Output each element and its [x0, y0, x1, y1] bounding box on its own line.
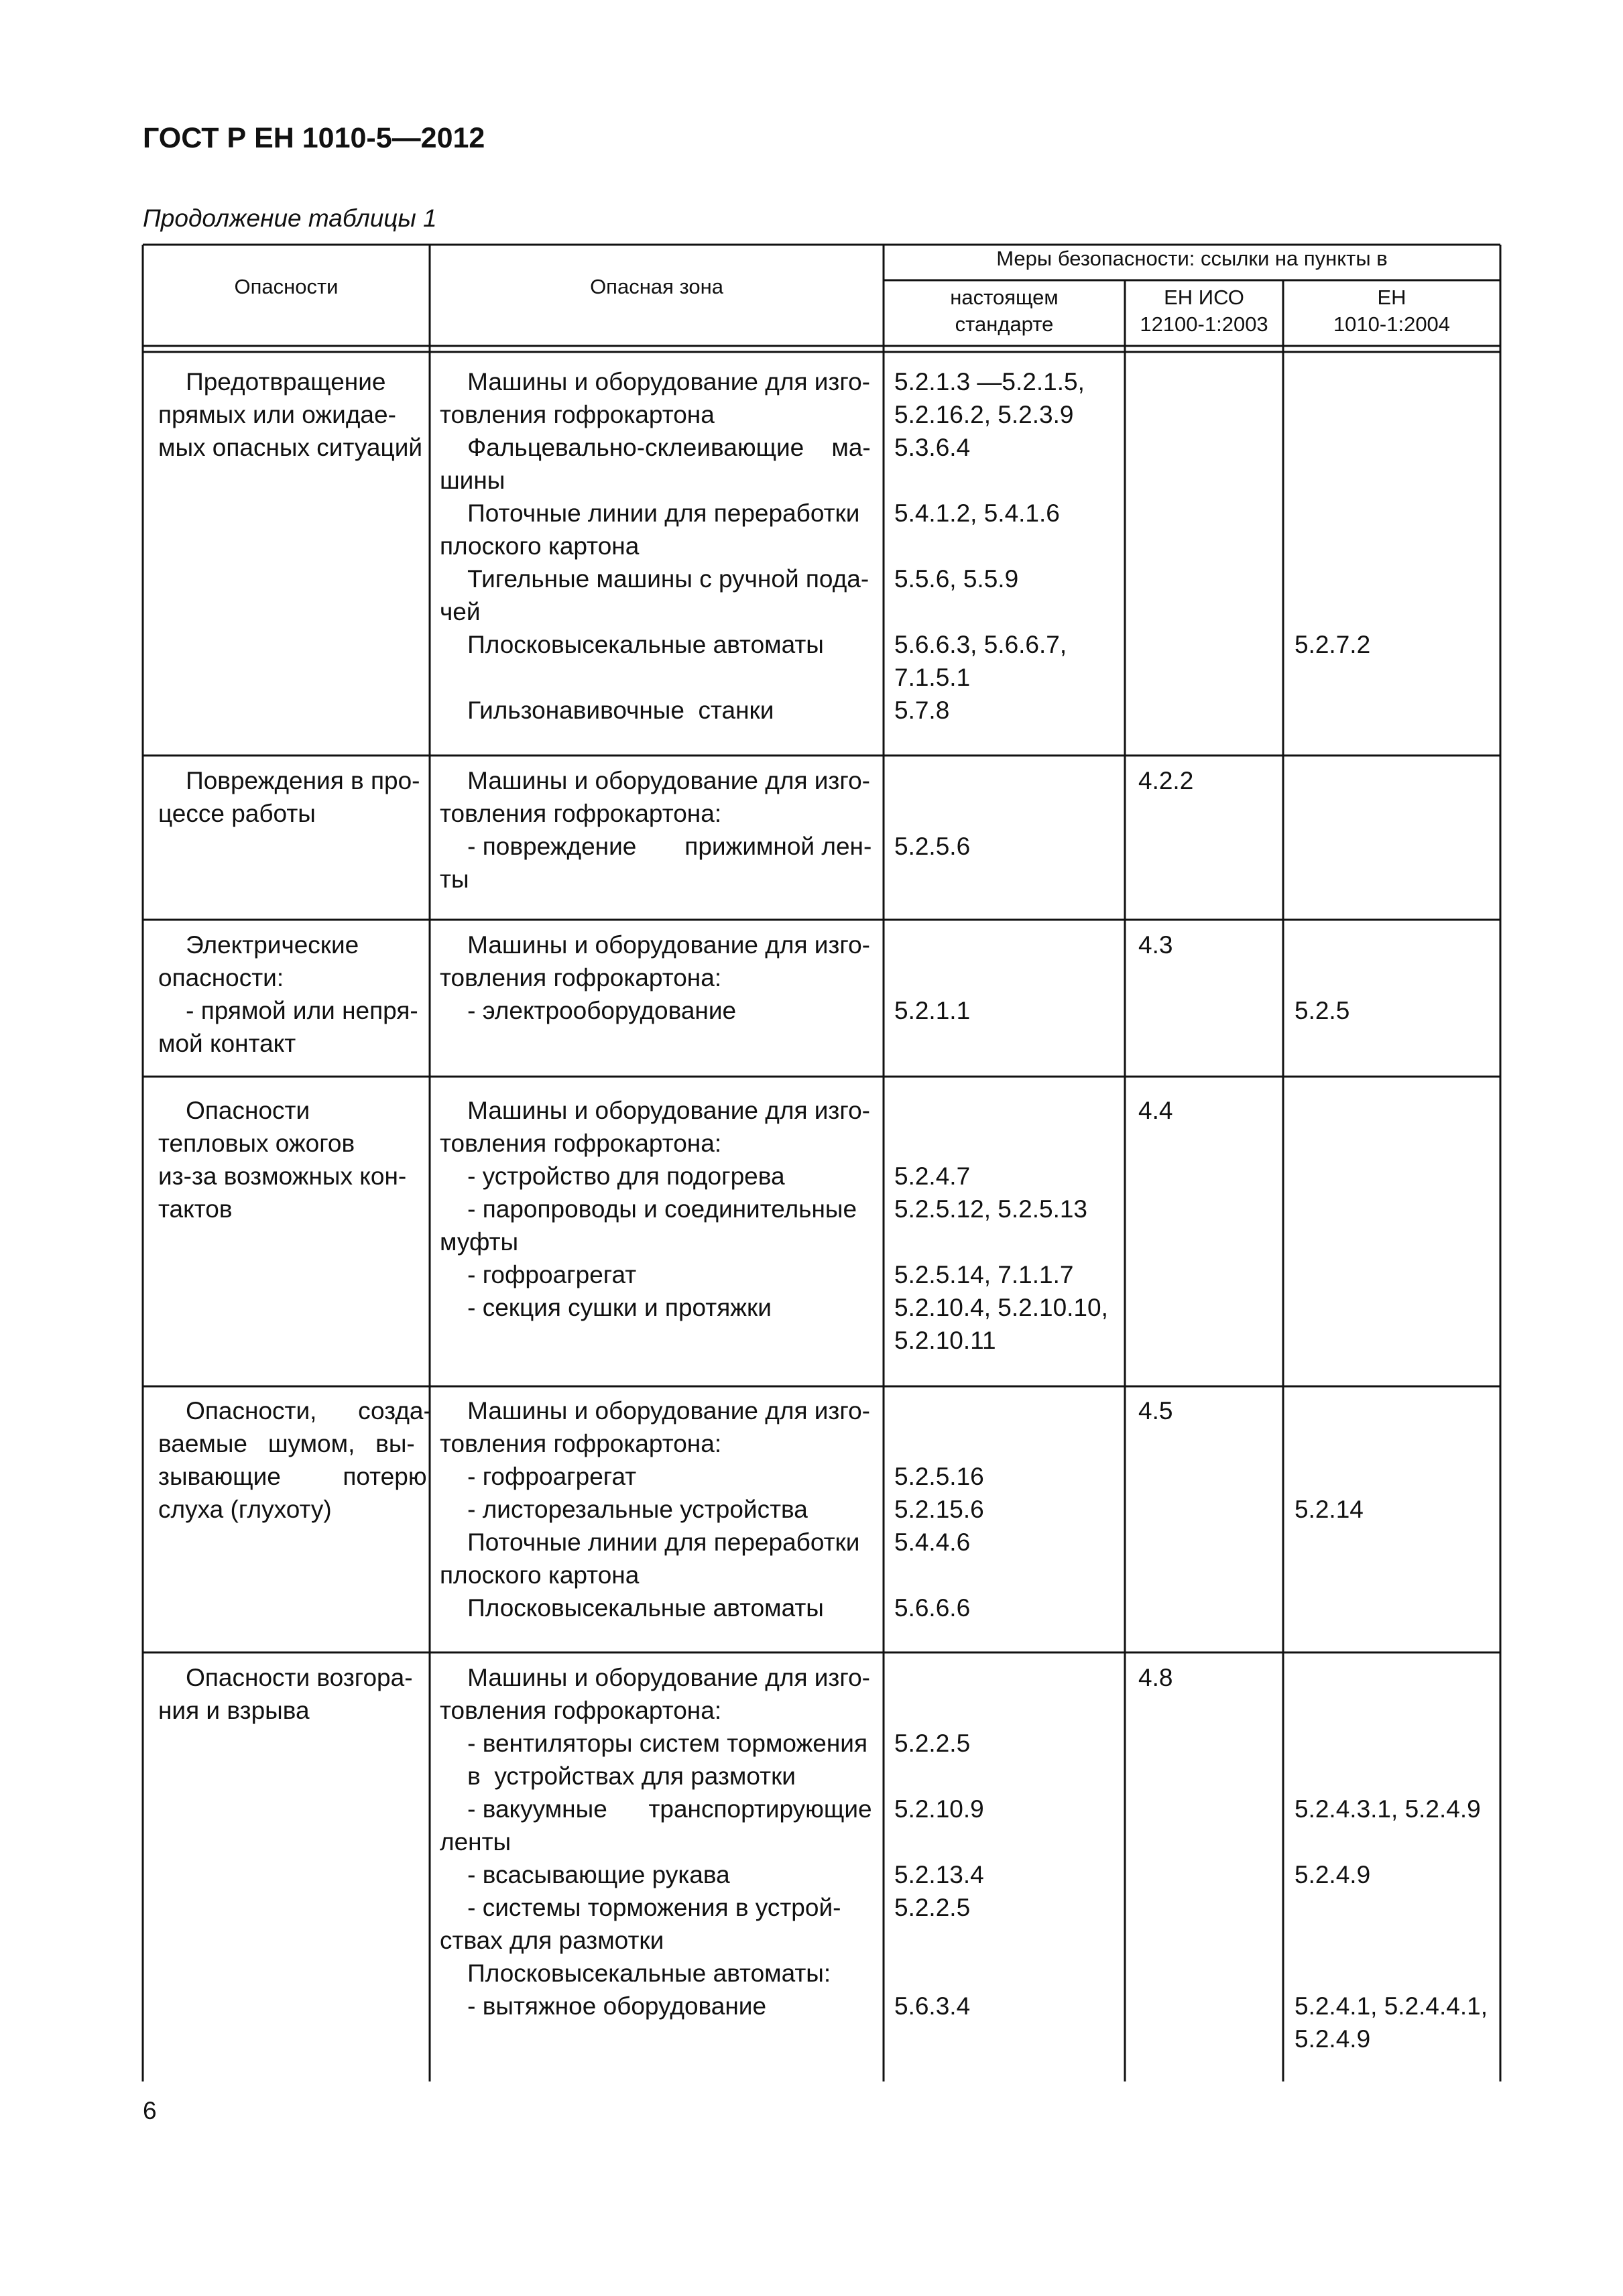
cell-line: 5.2.4.1, 5.2.4.4.1,	[1295, 1992, 1488, 2020]
cell-line: 5.2.4.3.1, 5.2.4.9	[1295, 1795, 1481, 1823]
cell-line: цессе работы	[158, 800, 316, 827]
cell-line: 5.2.10.9	[894, 1795, 984, 1823]
cell-line: товления гофрокартона:	[440, 964, 722, 991]
row-6-hazard	[158, 1661, 413, 1727]
cell-line: 4.3	[1138, 931, 1173, 959]
cell-line: - гофроагрегат	[440, 1463, 637, 1490]
table-caption: Продолжение таблицы 1	[143, 204, 437, 232]
cell-line: 5.4.1.2, 5.4.1.6	[894, 499, 1060, 527]
header-en-iso-line2: 12100-1:2003	[1140, 312, 1268, 336]
cell-line	[894, 595, 1085, 628]
cell-line: Машины и оборудование для изго-	[440, 931, 870, 959]
cell-line: мых опасных ситуаций	[158, 434, 423, 461]
cell-line: - паропроводы и соединительные	[440, 1195, 857, 1223]
cell-line: - вакуумные транспортирующие	[440, 1795, 872, 1823]
cell-line: Машины и оборудование для изго-	[440, 1397, 870, 1425]
cell-line: 5.3.6.4	[894, 434, 971, 461]
cell-line: 5.4.4.6	[894, 1528, 971, 1556]
cell-line: 5.2.13.4	[894, 1861, 984, 1888]
cell-line: мой контакт	[158, 1030, 296, 1057]
row-5-hazard	[158, 1394, 432, 1526]
row-4-hazard	[158, 1094, 406, 1225]
cell-line: тепловых ожогов	[158, 1130, 355, 1157]
cell-line: 5.2.16.2, 5.2.3.9	[894, 401, 1074, 428]
row-3-en-iso	[1138, 928, 1173, 961]
cell-line: товления гофрокартона:	[440, 1130, 722, 1157]
row-3-hazard	[158, 928, 418, 1060]
cell-line	[894, 1760, 984, 1793]
cell-line	[1295, 1924, 1488, 1957]
cell-line: 7.1.5.1	[894, 664, 971, 691]
cell-line: 5.2.2.5	[894, 1730, 971, 1757]
cell-line: ленты	[440, 1828, 512, 1856]
cell-line: - вентиляторы систем торможения	[440, 1730, 868, 1757]
header-en-line1: ЕН	[1377, 286, 1406, 309]
cell-line	[1295, 961, 1349, 994]
cell-line	[894, 1127, 1108, 1160]
cell-line: 4.8	[1138, 1664, 1173, 1691]
cell-line: Фальцевально-склеивающие ма-	[440, 434, 871, 461]
cell-line	[1295, 1427, 1364, 1460]
cell-line: 4.4	[1138, 1097, 1173, 1124]
cell-line: - повреждение прижимной лен-	[440, 833, 872, 860]
cell-line: Предотвращение	[158, 368, 386, 396]
cell-line: 5.7.8	[894, 697, 950, 724]
cell-line: товления гофрокартона:	[440, 800, 722, 827]
cell-line: 5.2.1.1	[894, 997, 971, 1024]
cell-line: слуха (глухоту)	[158, 1496, 332, 1523]
cell-line	[1295, 1891, 1488, 1924]
cell-line: Повреждения в про-	[158, 767, 420, 794]
cell-line	[1295, 562, 1370, 595]
cell-line: в устройствах для размотки	[440, 1762, 796, 1790]
row-3-this-standard	[894, 928, 970, 1027]
row-3-zone	[440, 928, 870, 1027]
cell-line: 5.2.4.9	[1295, 2025, 1371, 2053]
cell-line: 5.2.5	[1295, 997, 1350, 1024]
cell-line: - секция сушки и протяжки	[440, 1294, 772, 1321]
row-5-en-iso	[1138, 1394, 1173, 1427]
cell-line	[894, 1094, 1108, 1127]
cell-line: 5.2.5.16	[894, 1463, 984, 1490]
cell-line: Тигельные машины с ручной пода-	[440, 565, 869, 593]
cell-line	[894, 1694, 984, 1727]
cell-line: - вытяжное оборудование	[440, 1992, 767, 2020]
cell-line: Машины и оборудование для изго-	[440, 1097, 870, 1124]
cell-line	[894, 1225, 1108, 1258]
row-6-zone	[440, 1661, 872, 2022]
cell-line: Опасности возгора-	[158, 1664, 413, 1691]
cell-line: плоского картона	[440, 1561, 640, 1589]
row-1-this-standard	[894, 365, 1085, 727]
cell-line: Опасности	[158, 1097, 310, 1124]
cell-line	[894, 530, 1085, 562]
page-number: 6	[143, 2097, 157, 2124]
cell-line: 5.2.5.6	[894, 833, 971, 860]
row-4-this-standard	[894, 1094, 1108, 1357]
cell-line: 5.6.3.4	[894, 1992, 971, 2020]
row-6-en-iso	[1138, 1661, 1173, 1694]
row-2-en-iso	[1138, 764, 1193, 797]
cell-line	[1295, 431, 1370, 464]
cell-line: 5.5.6, 5.5.9	[894, 565, 1019, 593]
cell-line	[894, 1394, 984, 1427]
cell-line: - электрооборудование	[440, 997, 737, 1024]
cell-line	[1295, 464, 1370, 497]
cell-line	[894, 928, 970, 961]
cell-line	[894, 1825, 984, 1858]
cell-line	[1295, 497, 1370, 530]
cell-line: Опасности, созда-	[158, 1397, 432, 1425]
cell-line: из-за возможных кон-	[158, 1162, 407, 1190]
cell-line: 5.2.7.2	[1295, 631, 1371, 658]
cell-line: муфты	[440, 1228, 519, 1256]
cell-line	[1295, 1661, 1488, 1694]
cell-line	[894, 464, 1085, 497]
cell-line: 5.6.6.3, 5.6.6.7,	[894, 631, 1067, 658]
cell-line: Машины и оборудование для изго-	[440, 767, 870, 794]
cell-line: - листорезальные устройства	[440, 1496, 808, 1523]
cell-line: ния и взрыва	[158, 1697, 310, 1724]
cell-line	[1295, 1394, 1364, 1427]
cell-line	[1295, 398, 1370, 431]
cell-line	[894, 1559, 984, 1591]
cell-line: товления гофрокартона:	[440, 1697, 722, 1724]
cell-line: ваемые шумом, вы-	[158, 1430, 415, 1457]
cell-line: - прямой или непря-	[158, 997, 418, 1024]
cell-line	[1295, 1957, 1488, 1990]
cell-line	[894, 797, 970, 830]
cell-line: - гофроагрегат	[440, 1261, 637, 1288]
cell-line	[894, 961, 970, 994]
cell-line: товления гофрокартона:	[440, 1430, 722, 1457]
row-1-hazard	[158, 365, 422, 464]
cell-line	[1295, 1825, 1488, 1858]
cell-line: - устройство для подогрева	[440, 1162, 785, 1190]
cell-line	[894, 764, 970, 797]
row-5-zone	[440, 1394, 870, 1624]
row-6-this-standard	[894, 1661, 984, 2022]
cell-line: ты	[440, 865, 469, 893]
header-this-standard-line1: настоящем	[950, 286, 1059, 309]
cell-line: Поточные линии для переработки	[440, 1528, 860, 1556]
cell-line: Гильзонавивочные станки	[440, 697, 774, 724]
cell-line	[1295, 1694, 1488, 1727]
cell-line: 5.2.5.12, 5.2.5.13	[894, 1195, 1088, 1223]
cell-line: 5.2.2.5	[894, 1894, 971, 1921]
cell-line: опасности:	[158, 964, 284, 991]
cell-line: 5.2.4.7	[894, 1162, 971, 1190]
cell-line: - системы торможения в устрой-	[440, 1894, 841, 1921]
cell-line	[1295, 1727, 1488, 1760]
cell-line	[894, 1957, 984, 1990]
cell-line: плоского картона	[440, 532, 640, 560]
cell-line: 4.5	[1138, 1397, 1173, 1425]
row-1-en	[1295, 365, 1370, 661]
cell-line	[894, 1924, 984, 1957]
cell-line: 5.2.5.14, 7.1.1.7	[894, 1261, 1074, 1288]
cell-line: 5.2.14	[1295, 1496, 1364, 1523]
cell-line	[894, 1661, 984, 1694]
row-2-hazard	[158, 764, 420, 830]
cell-line: - всасывающие рукава	[440, 1861, 730, 1888]
cell-line: 5.2.1.3 —5.2.1.5,	[894, 368, 1085, 396]
row-4-zone	[440, 1094, 870, 1324]
cell-line: Машины и оборудование для изго-	[440, 1664, 870, 1691]
header-en-line2: 1010-1:2004	[1333, 312, 1451, 336]
cell-line	[1295, 1760, 1488, 1793]
cell-line: 4.2.2	[1138, 767, 1194, 794]
cell-line: тактов	[158, 1195, 233, 1223]
row-4-en-iso	[1138, 1094, 1173, 1127]
row-6-en	[1295, 1661, 1488, 2055]
header-en	[1283, 284, 1500, 338]
row-2-this-standard	[894, 764, 970, 863]
cell-line	[440, 661, 871, 694]
cell-line: Плосковысекальные автоматы:	[440, 1959, 831, 1987]
header-en-iso	[1125, 284, 1283, 338]
cell-line: Электрические	[158, 931, 359, 959]
cell-line: 5.2.15.6	[894, 1496, 984, 1523]
header-zone: Опасная зона	[590, 275, 723, 298]
cell-line: Машины и оборудование для изго-	[440, 368, 870, 396]
header-measures: Меры безопасности: ссылки на пункты в	[996, 247, 1388, 270]
row-2-zone	[440, 764, 871, 896]
document-title: ГОСТ Р ЕН 1010-5—2012	[143, 122, 485, 154]
cell-line: 5.6.6.6	[894, 1594, 971, 1622]
cell-line: прямых или ожидае-	[158, 401, 396, 428]
row-3-en	[1295, 928, 1349, 1027]
cell-line: 5.2.4.9	[1295, 1861, 1371, 1888]
cell-line: товления гофрокартона	[440, 401, 715, 428]
cell-line	[1295, 1460, 1364, 1493]
cell-line: ствах для размотки	[440, 1927, 664, 1954]
cell-line	[1295, 595, 1370, 628]
header-this-standard	[884, 284, 1125, 338]
header-en-iso-line1: ЕН ИСО	[1164, 286, 1244, 309]
cell-line: Плосковысекальные автоматы	[440, 1594, 824, 1622]
cell-line: чей	[440, 598, 481, 625]
row-5-this-standard	[894, 1394, 984, 1624]
cell-line	[1295, 530, 1370, 562]
header-this-standard-line2: стандарте	[955, 312, 1054, 336]
cell-line	[1295, 365, 1370, 398]
cell-line: Поточные линии для переработки	[440, 499, 860, 527]
row-1-zone	[440, 365, 871, 727]
cell-line: 5.2.10.4, 5.2.10.10,	[894, 1294, 1108, 1321]
cell-line: Плосковысекальные автоматы	[440, 631, 824, 658]
cell-line: шины	[440, 467, 505, 494]
cell-line	[1295, 928, 1349, 961]
header-hazards: Опасности	[234, 275, 339, 298]
cell-line: зывающие потерю	[158, 1463, 427, 1490]
row-5-en	[1295, 1394, 1364, 1526]
cell-line: 5.2.10.11	[894, 1327, 996, 1354]
cell-line	[894, 1427, 984, 1460]
